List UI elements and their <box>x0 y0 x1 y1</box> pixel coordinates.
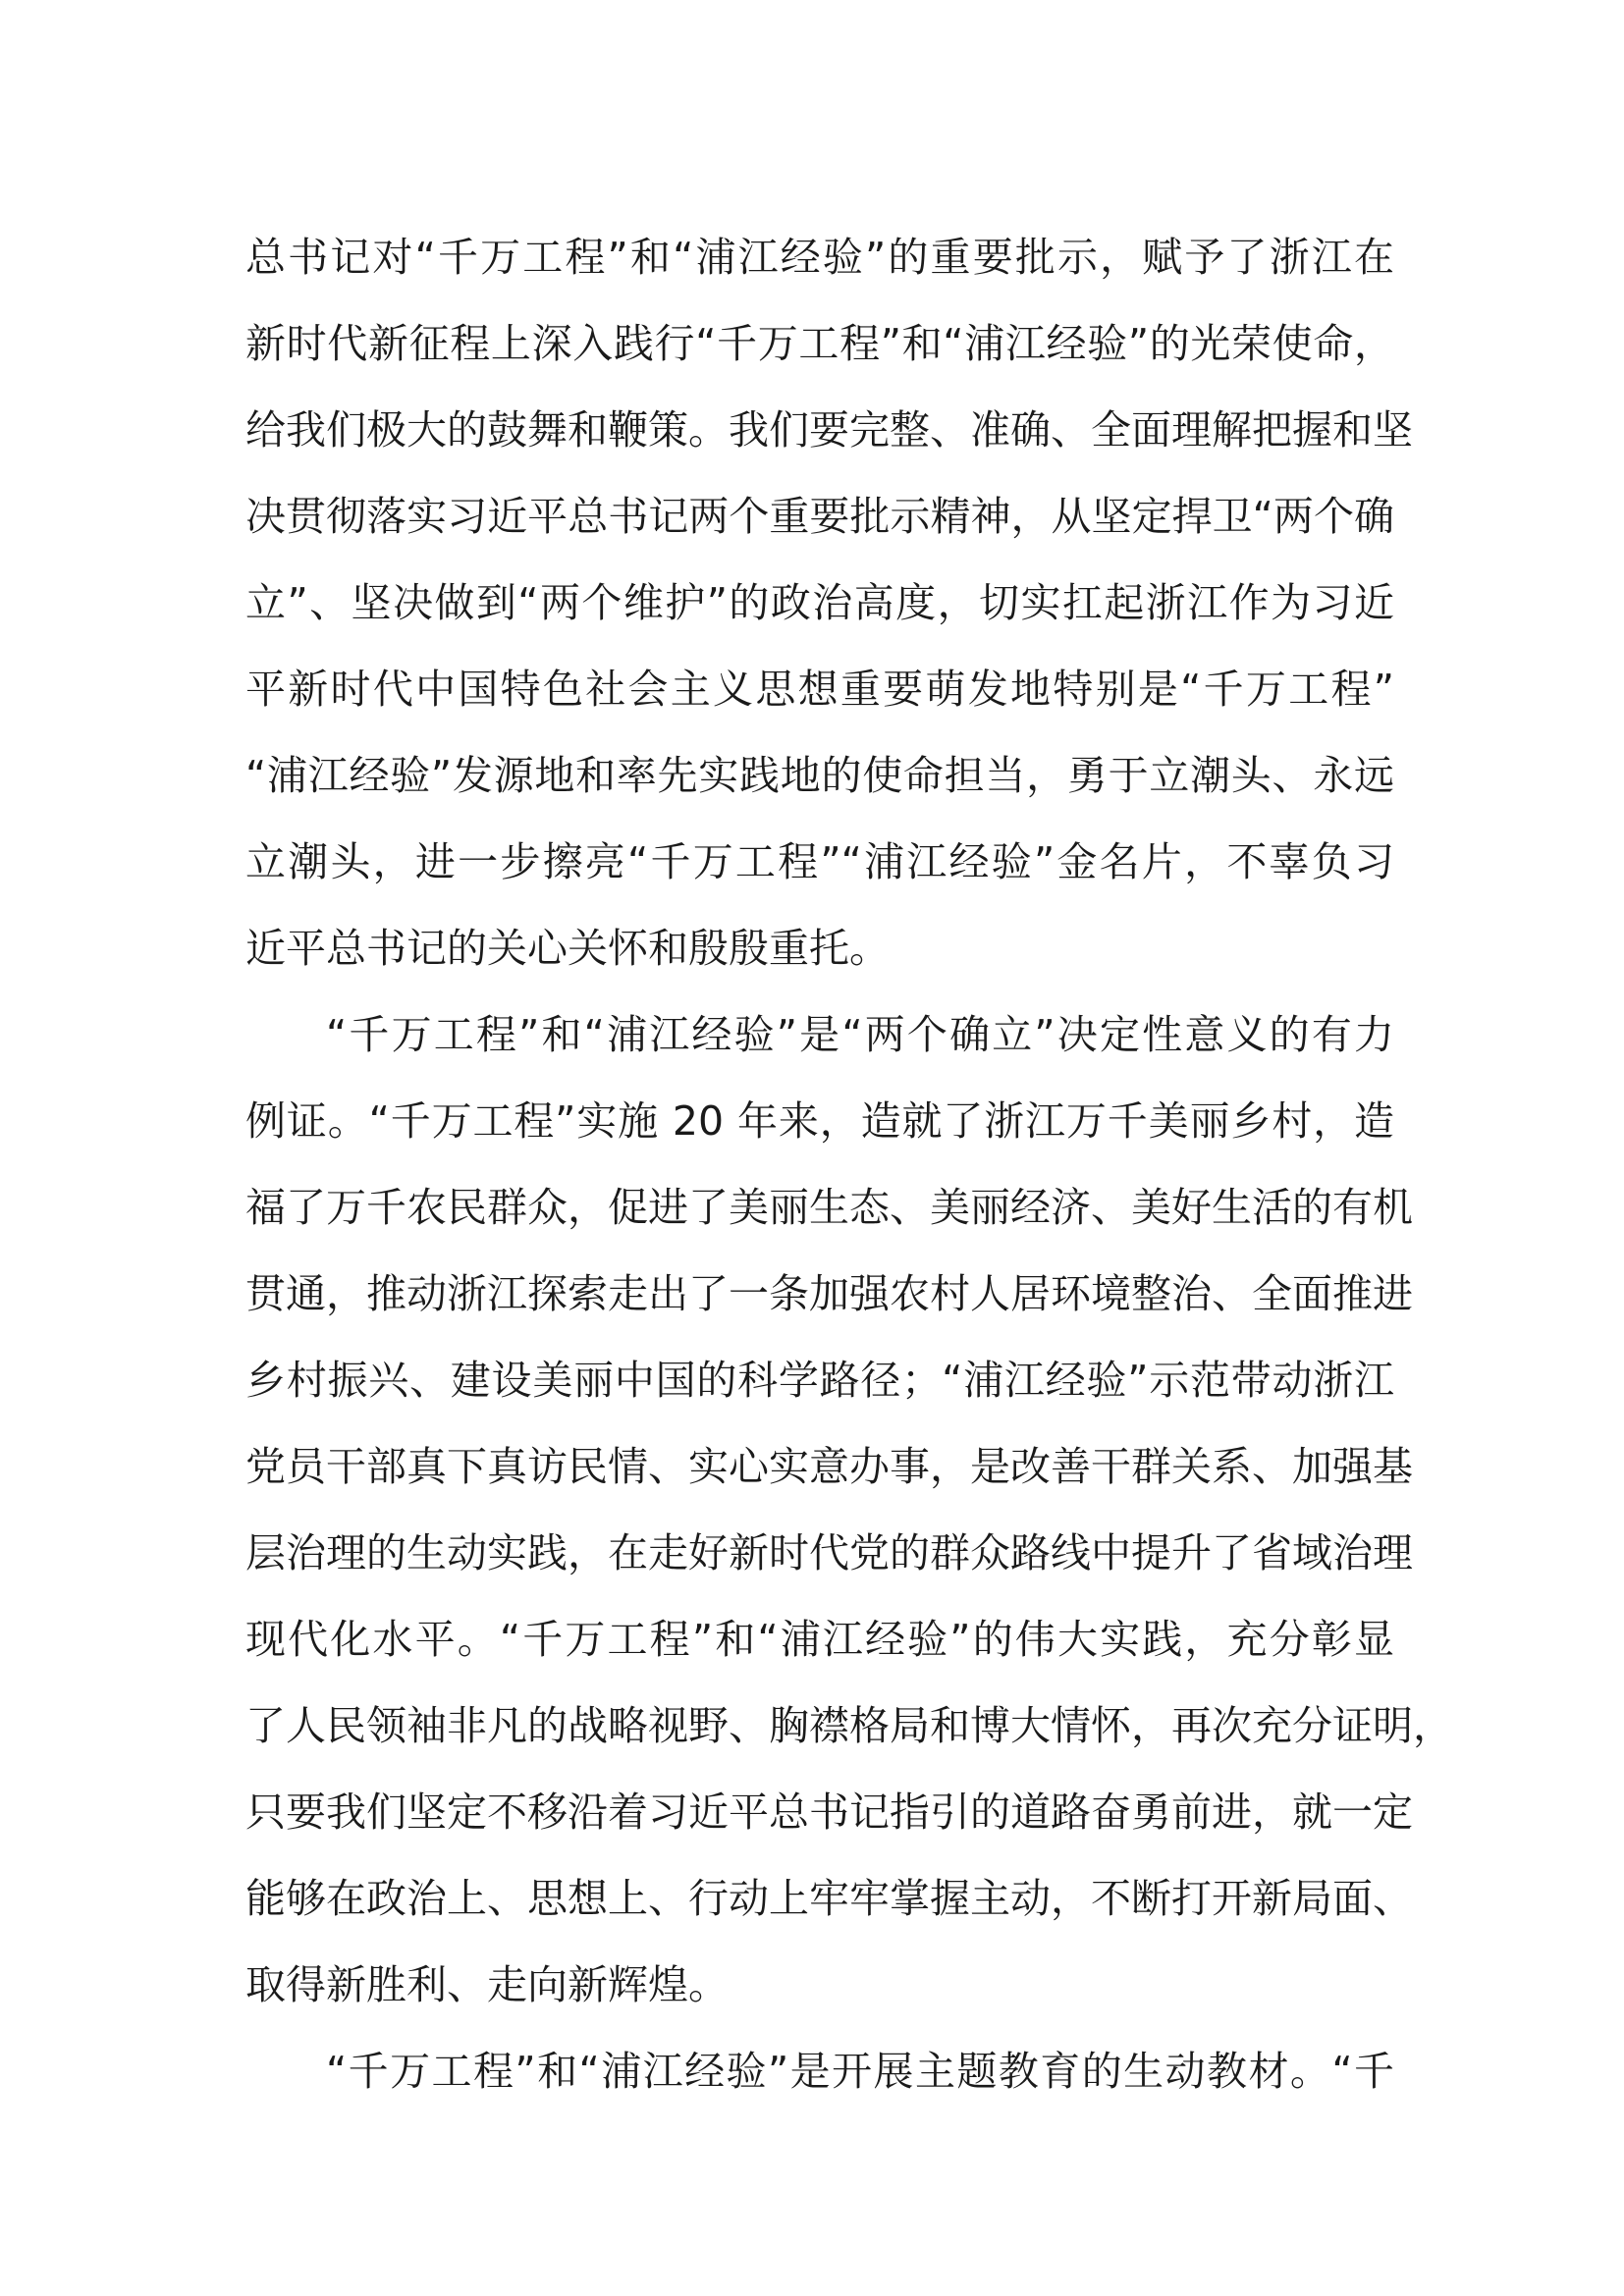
text-line: “浦江经验”发源地和率先实践地的使命担当，勇于立潮头、永远 <box>245 752 1394 799</box>
text-line: 现代化水平。“千万工程”和“浦江经验”的伟大实践，充分彰显 <box>245 1616 1394 1663</box>
text-line: 福了万千农民群众，促进了美丽生态、美丽经济、美好生活的有机 <box>245 1184 1413 1231</box>
text-line: 平新时代中国特色社会主义思想重要萌发地特别是“千万工程” <box>245 666 1394 713</box>
paragraph-first-line: “千万工程”和“浦江经验”是“两个确立”决定性意义的有力 <box>326 1011 1394 1058</box>
text-line: 党员干部真下真访民情、实心实意办事，是改善干群关系、加强基 <box>245 1443 1413 1490</box>
text-line: 能够在政治上、思想上、行动上牢牢掌握主动，不断打开新局面、 <box>245 1875 1413 1922</box>
text-line: 决贯彻落实习近平总书记两个重要批示精神，从坚定捍卫“两个确 <box>245 493 1394 540</box>
text-line: 新时代新征程上深入践行“千万工程”和“浦江经验”的光荣使命， <box>245 320 1394 367</box>
text-line: 只要我们坚定不移沿着习近平总书记指引的道路奋勇前进，就一定 <box>245 1789 1413 1836</box>
text-line: 立潮头，进一步擦亮“千万工程”“浦江经验”金名片，不辜负习 <box>245 838 1394 885</box>
text-line: 层治理的生动实践，在走好新时代党的群众路线中提升了省域治理 <box>245 1529 1413 1576</box>
text-line: 总书记对“千万工程”和“浦江经验”的重要批示，赋予了浙江在 <box>245 234 1394 281</box>
text-line: 贯通，推动浙江探索走出了一条加强农村人居环境整治、全面推进 <box>245 1270 1413 1317</box>
text-line: 取得新胜利、走向新辉煌。 <box>245 1961 729 2008</box>
paragraph-first-line: “千万工程”和“浦江经验”是开展主题教育的生动教材。“千 <box>326 2048 1394 2095</box>
text-line: 了人民领袖非凡的战略视野、胸襟格局和博大情怀，再次充分证明， <box>245 1702 1453 1749</box>
text-line: 立”、坚决做到“两个维护”的政治高度，切实扛起浙江作为习近 <box>245 579 1394 626</box>
text-line: 近平总书记的关心关怀和殷殷重托。 <box>245 925 890 972</box>
text-line: 乡村振兴、建设美丽中国的科学路径；“浦江经验”示范带动浙江 <box>245 1357 1394 1404</box>
text-line: 给我们极大的鼓舞和鞭策。我们要完整、准确、全面理解把握和坚 <box>245 406 1413 454</box>
text-line: 例证。“千万工程”实施 20 年来，造就了浙江万千美丽乡村，造 <box>245 1097 1394 1145</box>
